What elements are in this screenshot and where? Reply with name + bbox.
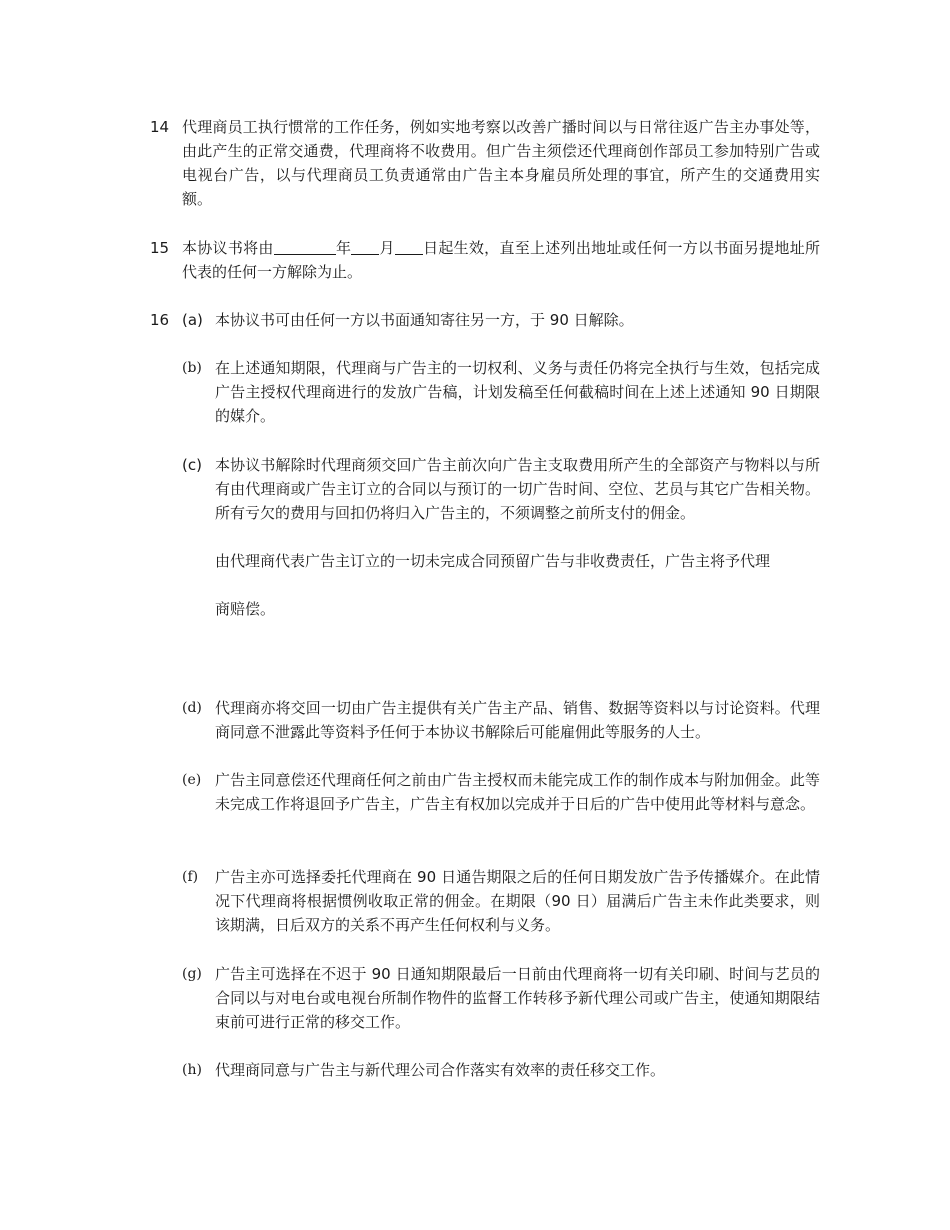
item-text: 广告主可选择在不迟于 90 日通知期限最后一日前由代理商将一切有关印刷、时间与艺员的合同以与对电台或电视台所制作物件的监督工作转移予新代理公司或广告主，使通知期限结束前可进行正常的移交工作。 xyxy=(215,965,820,1031)
item-label: (c) xyxy=(182,456,202,474)
item-label: (h) xyxy=(182,1062,202,1078)
item-text: 本协议书解除时代理商须交回广告主前次向广告主支取费用所产生的全部资产与物料以与所有由代理商或广告主订立的合同以与预订的一切广告时间、空位、艺员与其它广告相关物。所有亏欠的费用与回扣仍将归入广告主的，不须调整之前所支付的佣金。 xyxy=(215,456,820,522)
clause-number: 16 xyxy=(150,311,170,329)
year-blank[interactable] xyxy=(274,238,336,255)
month-label: 月 xyxy=(379,239,395,257)
item-text: 代理商亦将交回一切由广告主提供有关广告主产品、销售、数据等资料以与讨论资料。代理商同意不泄露此等资料予任何于本协议书解除后可能雇佣此等服务的人士。 xyxy=(215,699,820,741)
clause-16-item-d xyxy=(182,696,820,744)
month-blank[interactable] xyxy=(351,238,379,255)
item-paragraph-3: 商赔偿。 xyxy=(215,600,276,618)
item-label: (d) xyxy=(182,700,202,716)
item-label: (a) xyxy=(182,311,203,329)
clause-16-item-b xyxy=(182,356,820,428)
effective-date-suffix: 日起生效，直至上述列出地址或任何一方以书面另提地址所代表的任何一方解除为止。 xyxy=(182,239,820,281)
clause-number: 14 xyxy=(150,118,170,136)
clause-text: 代理商员工执行惯常的工作任务，例如实地考察以改善广播时间以与日常往返广告主办事处等，由此产生的正常交通费，代理商将不收费用。但广告主须偿还代理商创作部员工参加特别广告或电视台广告，以与代理商员工负责通常由广告主本身雇员所处理的事宜，所产生的交通费用实额。 xyxy=(182,118,820,208)
clause-15 xyxy=(150,236,820,284)
item-text: 代理商同意与广告主与新代理公司合作落实有效率的责任移交工作。 xyxy=(215,1061,666,1079)
clause-16-item-f xyxy=(182,865,820,937)
year-label: 年 xyxy=(335,239,352,257)
item-label: (b) xyxy=(182,360,202,376)
clause-text xyxy=(182,236,820,284)
item-text: 广告主亦可选择委托代理商在 90 日通告期限之后的任何日期发放广告予传播媒介。在此情况下代理商将根据惯例收取正常的佣金。在期限（90 日）届满后广告主未作此类要求，则该期满，日后双方的关系不再产生任何权利与义务。 xyxy=(215,868,820,934)
item-paragraph-2: 由代理商代表广告主订立的一切未完成合同预留广告与非收费责任，广告主将予代理 xyxy=(215,552,771,570)
clause-16-item-h xyxy=(182,1058,820,1082)
clause-16-item-c xyxy=(182,453,820,621)
item-label: (f) xyxy=(182,869,199,885)
item-text: 本协议书可由任何一方以书面通知寄往另一方，于 90 日解除。 xyxy=(215,311,634,329)
item-label: (e) xyxy=(182,772,202,788)
day-blank[interactable] xyxy=(395,238,423,255)
clause-14 xyxy=(150,115,820,211)
item-text: 在上述通知期限，代理商与广告主的一切权利、义务与责任仍将完全执行与生效，包括完成广告主授权代理商进行的发放广告稿，计划发稿至任何截稿时间在上述上述通知 90 日期限的媒介。 xyxy=(215,359,820,425)
item-label: (g) xyxy=(182,966,202,982)
clause-16-item-a xyxy=(182,308,820,332)
clause-number: 15 xyxy=(150,239,170,257)
item-text: 广告主同意偿还代理商任何之前由广告主授权而未能完成工作的制作成本与附加佣金。此等未完成工作将退回予广告主，广告主有权加以完成并于日后的广告中使用此等材料与意念。 xyxy=(215,771,820,813)
clause-16-item-e xyxy=(182,768,820,816)
effective-date-prefix: 本协议书将由 xyxy=(182,239,274,257)
clause-16-item-g xyxy=(182,962,820,1034)
